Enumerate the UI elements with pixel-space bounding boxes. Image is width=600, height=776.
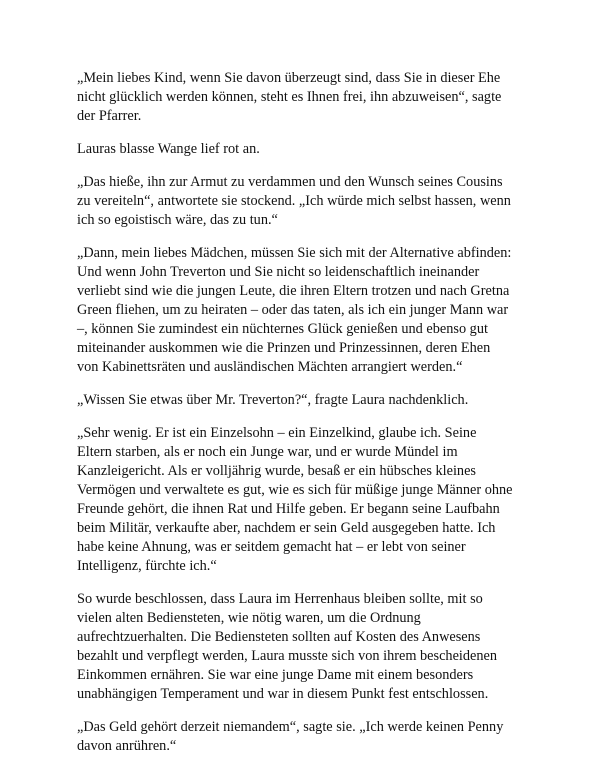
paragraph-3 (77, 173, 533, 230)
text-line: Vermögen und verwaltete es gut, wie es sich für müßige junge Männer ohne (77, 482, 513, 498)
text-line: Kanzleigericht. Als er volljährig wurde, besaß er ein hübsches kleines (77, 463, 476, 479)
paragraph-4 (77, 244, 533, 377)
text-line: Freunde gehört, die ihnen Rat und Hilfe geben. Er begann seine Laufbahn (77, 501, 500, 517)
text-line: habe keine Ahnung, was er seitdem gemacht hat – er lebt von seiner (77, 539, 466, 555)
text-line: miteinander auskommen wie die Prinzen und Prinzessinnen, deren Ehen (77, 340, 491, 356)
text-line: davon anrühren.“ (77, 738, 177, 754)
paragraph-6 (77, 424, 533, 576)
text-line: Intelligenz, fürchte ich.“ (77, 558, 217, 574)
text-line: Und wenn John Treverton und Sie nicht so leidenschaftlich ineinander (77, 264, 480, 280)
text-line: So wurde beschlossen, dass Laura im Herrenhaus bleiben sollte, mit so (77, 591, 483, 607)
text-line: unabhängigen Temperament und war in diesem Punkt fest entschlossen. (77, 686, 489, 702)
text-line: vielen alten Bediensteten, wie nötig waren, um die Ordnung (77, 610, 421, 626)
document-page (77, 69, 533, 770)
paragraph-8 (77, 718, 533, 756)
paragraph-7 (77, 590, 533, 704)
text-line: zu vereiteln“, antwortete sie stockend. „Ich würde mich selbst hassen, wenn (77, 193, 511, 209)
text-line: ich so egoistisch wäre, das zu tun.“ (77, 212, 278, 228)
text-line: „Das hieße, ihn zur Armut zu verdammen und den Wunsch seines Cousins (77, 174, 503, 190)
text-line: aufrechtzuerhalten. Die Bediensteten sollten auf Kosten des Anwesens (77, 629, 481, 645)
text-line: „Mein liebes Kind, wenn Sie davon überzeugt sind, dass Sie in dieser Ehe (77, 70, 501, 86)
text-line: Einkommen ernähren. Sie war eine junge Dame mit einem besonders (77, 667, 474, 683)
text-line: Green fliehen, um zu heiraten – oder das taten, als ich ein junger Mann war (77, 302, 509, 318)
text-line: „Das Geld gehört derzeit niemandem“, sagte sie. „Ich werde keinen Penny (77, 719, 504, 735)
text-line: „Wissen Sie etwas über Mr. Treverton?“, fragte Laura nachdenklich. (77, 392, 469, 408)
text-line: von Kabinettsräten und ausländischen Mächten arrangiert werden.“ (77, 359, 463, 375)
text-line: –, können Sie zumindest ein nüchternes Glück genießen und ebenso gut (77, 321, 488, 337)
text-line: Eltern starben, als er noch ein Junge war, und er wurde Mündel im (77, 444, 458, 460)
paragraph-2 (77, 140, 533, 159)
paragraph-1 (77, 69, 533, 126)
text-line: „Sehr wenig. Er ist ein Einzelsohn – ein Einzelkind, glaube ich. Seine (77, 425, 477, 441)
paragraph-5 (77, 391, 533, 410)
text-line: Lauras blasse Wange lief rot an. (77, 141, 260, 157)
text-line: der Pfarrer. (77, 108, 142, 124)
text-line: nicht glücklich werden können, steht es Ihnen frei, ihn abzuweisen“, sagte (77, 89, 502, 105)
text-line: bezahlt und verpflegt werden, Laura musste sich von ihrem bescheidenen (77, 648, 498, 664)
text-line: verliebt sind wie die jungen Leute, die ihren Eltern trotzen und nach Gretna (77, 283, 510, 299)
text-line: „Dann, mein liebes Mädchen, müssen Sie sich mit der Alternative abfinden: (77, 245, 512, 261)
text-line: beim Militär, verkaufte aber, nachdem er sein Geld ausgegeben hatte. Ich (77, 520, 496, 536)
